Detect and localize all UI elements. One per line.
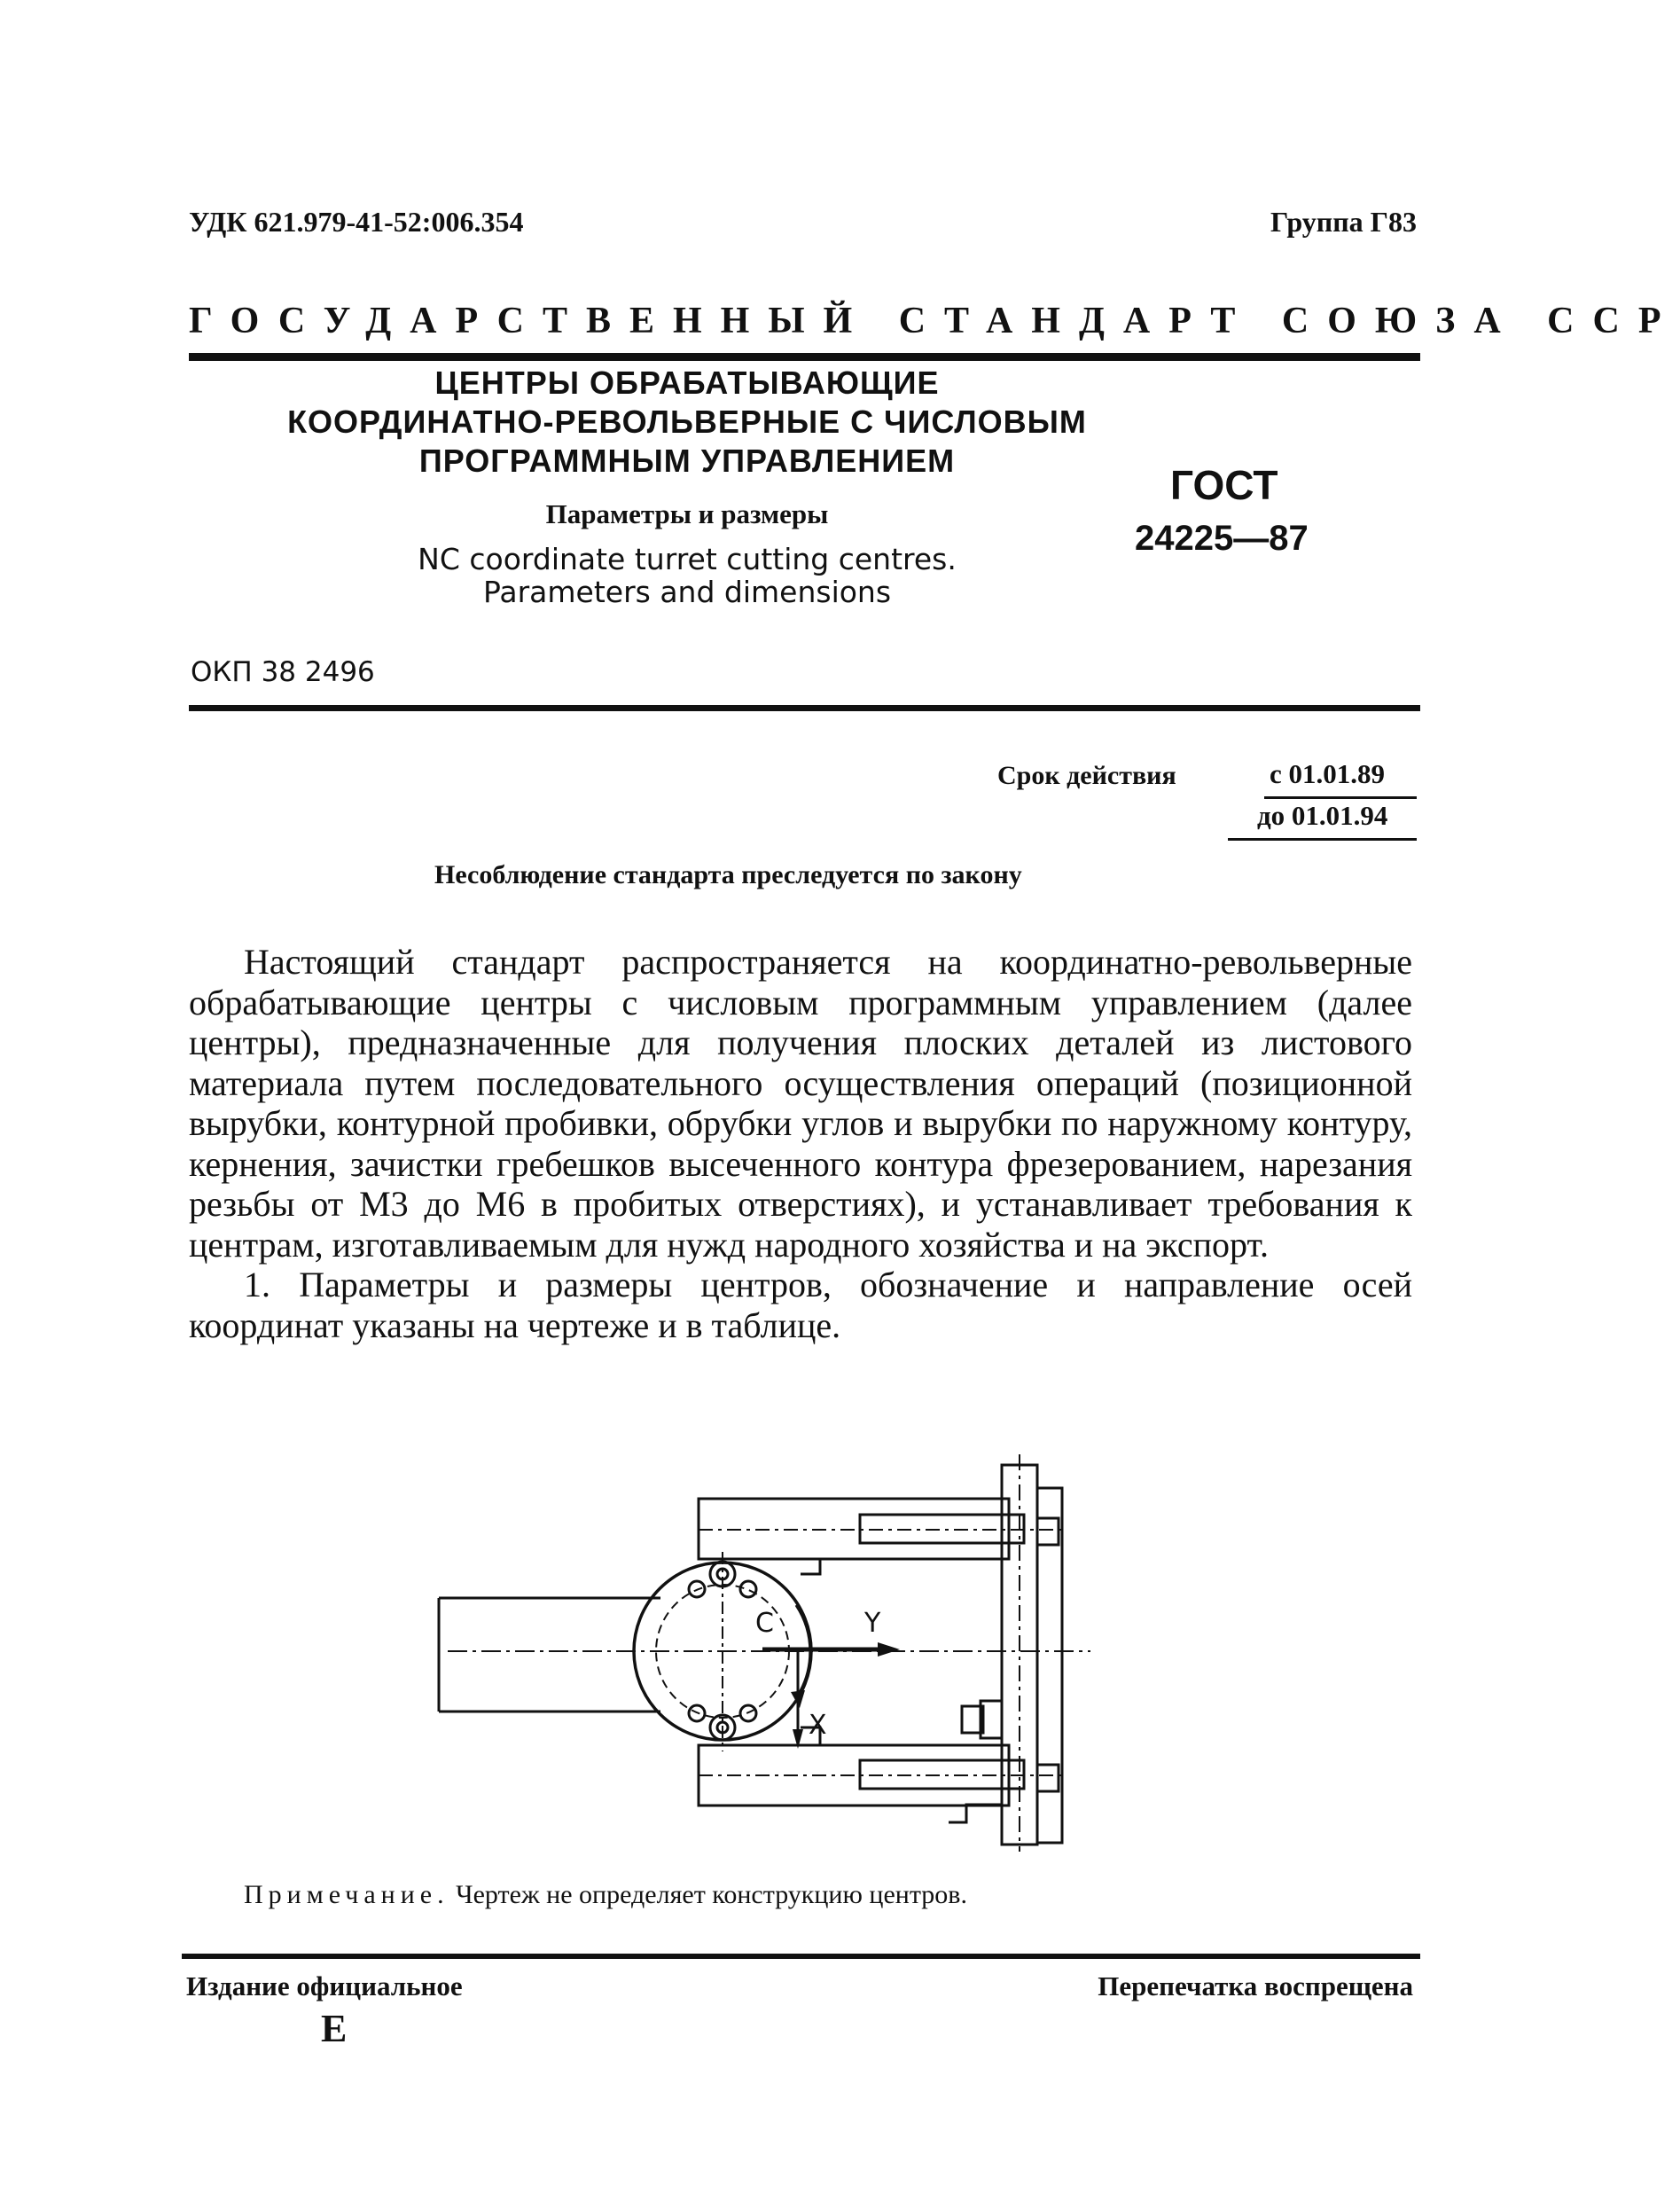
axis-label-c: C	[755, 1608, 774, 1639]
okp-code: ОКП 38 2496	[191, 656, 375, 688]
validity-label: Срок действия	[997, 761, 1176, 790]
drawing-note	[244, 1880, 967, 1910]
footer-rule	[182, 1954, 1420, 1959]
validity-to: до 01.01.94	[1257, 800, 1388, 831]
gost-number: 24225—87	[1135, 519, 1309, 558]
edition-mark: Е	[321, 2007, 348, 2050]
validity-from-underline	[1264, 796, 1417, 799]
body-text	[189, 942, 1412, 1345]
title-line-3: ПРОГРАММНЫМ УПРАВЛЕНИЕМ	[418, 443, 956, 479]
note-prefix: Примечание.	[244, 1880, 449, 1909]
title-line-1: ЦЕНТРЫ ОБРАБАТЫВАЮЩИЕ	[434, 364, 940, 401]
english-title-line-2: Parameters and dimensions	[482, 575, 892, 609]
subtitle: Параметры и размеры	[545, 498, 829, 529]
validity-from: с 01.01.89	[1270, 758, 1386, 789]
header-rule	[189, 353, 1420, 361]
legal-warning: Несоблюдение стандарта преследуется по закону	[434, 860, 1022, 889]
reprint-prohibited: Перепечатка воспрещена	[1098, 1970, 1413, 2001]
udk-code: УДК 621.979-41-52:006.354	[189, 206, 524, 238]
axis-label-x: X	[809, 1710, 827, 1741]
edition-official: Издание официальное	[186, 1970, 463, 2001]
group-code: Группа Г83	[1270, 206, 1417, 238]
title-line-2: КООРДИНАТНО-РЕВОЛЬВЕРНЫЕ С ЧИСЛОВЫМ	[287, 403, 1087, 440]
title-block	[133, 364, 1241, 608]
validity-to-underline	[1228, 838, 1417, 841]
paragraph-section-1: 1. Параметры и размеры центров, обозначение и направление осей координат указаны на чертеже и в таблице.	[189, 1265, 1412, 1345]
english-title	[133, 543, 1241, 608]
turret-center-drawing	[417, 1445, 1090, 1853]
english-title-line-1: NC coordinate turret cutting centres.	[418, 542, 957, 576]
note-text: Чертеж не определяет конструкцию центров.	[449, 1880, 967, 1909]
axis-label-y: Y	[864, 1608, 881, 1639]
okp-rule	[189, 705, 1420, 711]
paragraph-scope: Настоящий стандарт распространяется на координатно-револьверные обрабатывающие центры с числовым программным управлением (далее центры), предназначенные для получения плоских деталей из листового материала путем последовательного осуществления операций (позиционной вырубки, контурной пробивки, обрубки углов и вырубки по наружному контуру, кернения, зачистки гребешков высеченного контура фрезерованием, нарезания резьбы от М3 до М6 в пробитых отверстиях), и устанавливает требования к центрам, изготавливаемым для нужд народного хозяйства и на экспорт.	[189, 942, 1412, 1265]
gost-label: ГОСТ	[1170, 462, 1278, 508]
state-standard-heading: ГОСУДАРСТВЕННЫЙ СТАНДАРТ СОЮЗА ССР	[189, 301, 1680, 341]
